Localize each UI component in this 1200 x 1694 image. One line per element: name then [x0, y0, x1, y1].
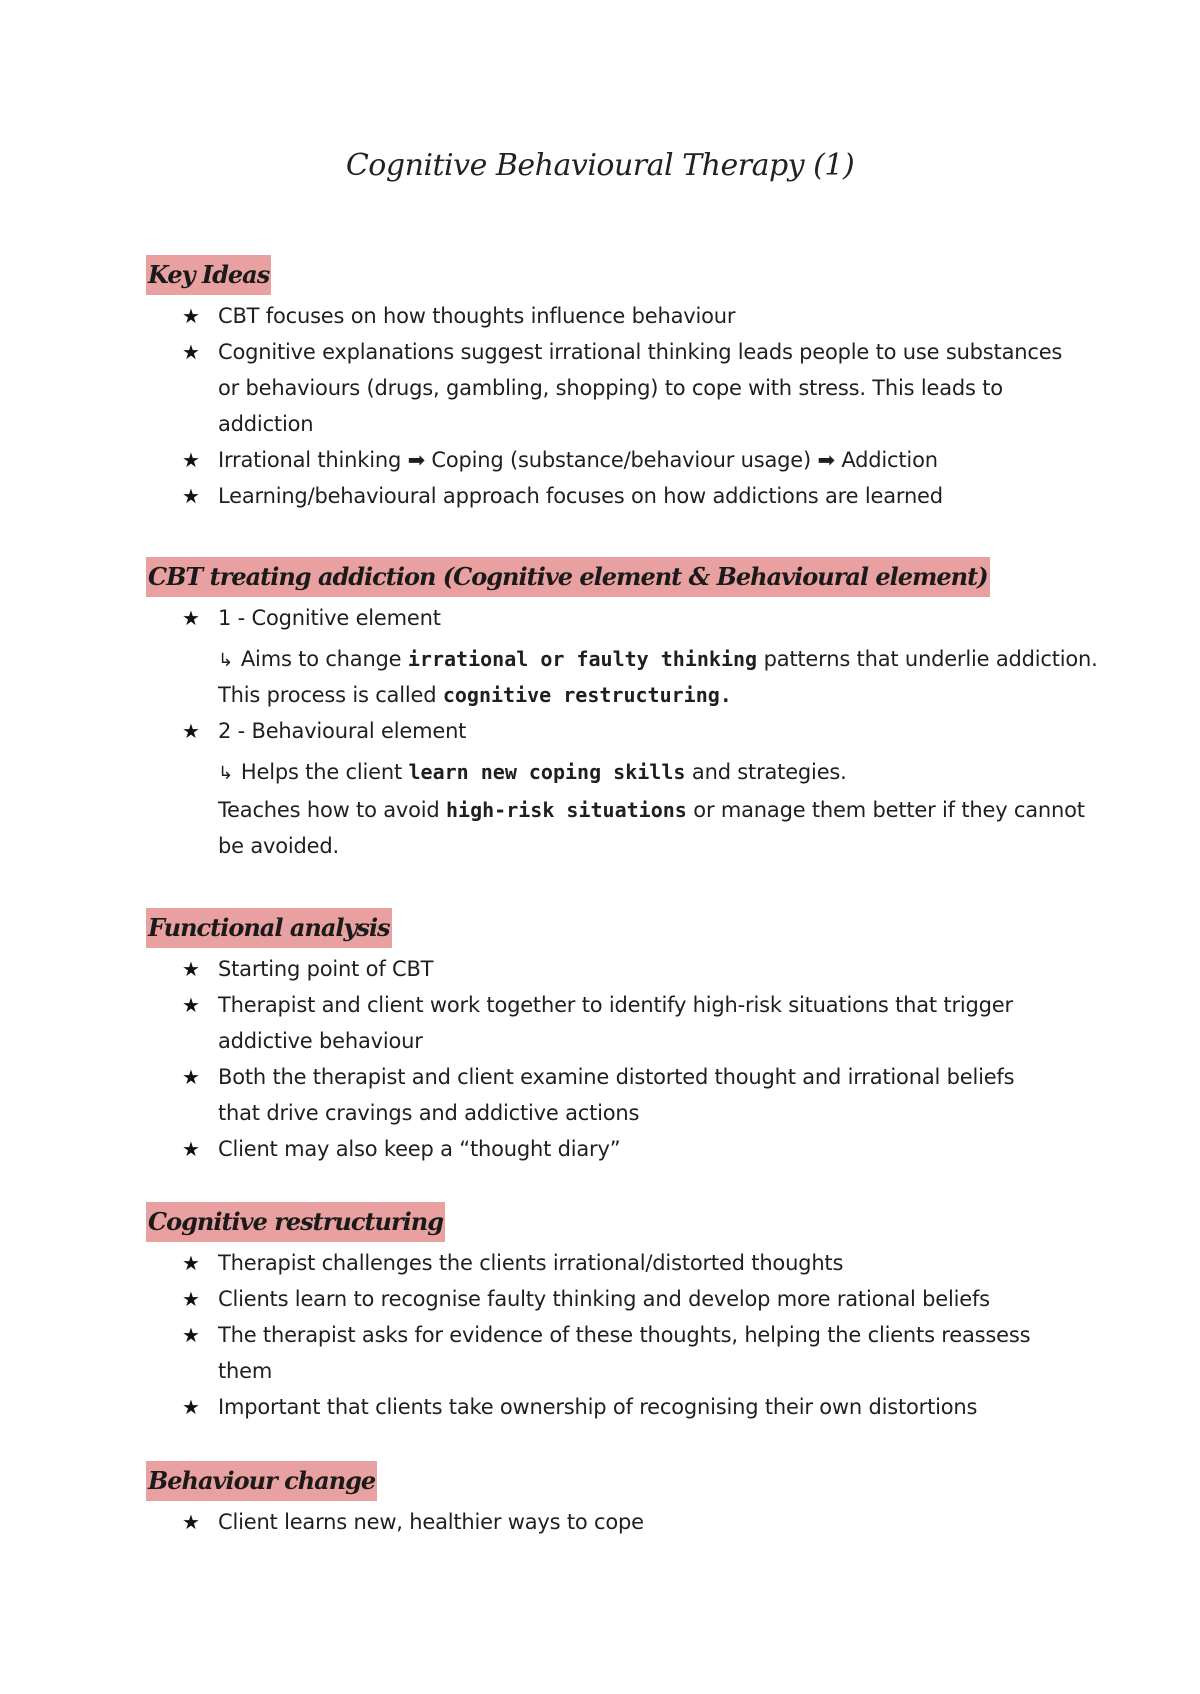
bullet-text: Client may also keep a “thought diary” [218, 1137, 621, 1161]
bullet-text: Important that clients take ownership of recognising their own distortions [218, 1395, 978, 1419]
bullet-text: Therapist challenges the clients irrational/distorted thoughts [218, 1251, 844, 1275]
star-bullet-icon: ★ [182, 1287, 200, 1311]
bullet-text: Therapist and client work together to identify high-risk situations that trigger [218, 993, 1013, 1017]
star-bullet-icon: ★ [182, 1065, 200, 1089]
heading-cognitive-restructuring: Cognitive restructuring [146, 1202, 445, 1242]
bold-term: cognitive restructuring. [442, 683, 732, 707]
bullet-text: Cognitive explanations suggest irrational thinking leads people to use substances [218, 340, 1063, 364]
star-bullet-icon: ★ [182, 1251, 200, 1275]
sub-point-behavioural: ↳ Helps the client learn new coping skills and strategies. [218, 760, 847, 784]
heading-key-ideas: Key Ideas [146, 255, 271, 295]
star-bullet-icon: ★ [182, 1395, 200, 1419]
sub-point-cognitive-cont: This process is called cognitive restructuring. [218, 683, 732, 707]
heading-cbt-treating-addiction: CBT treating addiction (Cognitive element & Behavioural element) [146, 557, 990, 597]
page-title: Cognitive Behavioural Therapy (1) [345, 148, 855, 183]
bullet-text: Both the therapist and client examine distorted thought and irrational beliefs [218, 1065, 1015, 1089]
heading-functional-analysis: Functional analysis [146, 908, 392, 948]
sub-arrow-icon: ↳ [218, 650, 233, 671]
star-bullet-icon: ★ [182, 340, 200, 364]
star-bullet-icon: ★ [182, 448, 200, 472]
bullet-text: Starting point of CBT [218, 957, 434, 981]
star-bullet-icon: ★ [182, 304, 200, 328]
bullet-text: addiction [218, 412, 314, 436]
star-bullet-icon: ★ [182, 719, 200, 743]
bullet-text: 2 - Behavioural element [218, 719, 467, 743]
sub-point-behavioural-cont: be avoided. [218, 834, 339, 858]
star-bullet-icon: ★ [182, 606, 200, 630]
sub-point-behavioural-cont: Teaches how to avoid high-risk situations or manage them better if they cannot [218, 798, 1085, 822]
heading-behaviour-change: Behaviour change [146, 1461, 377, 1501]
star-bullet-icon: ★ [182, 1510, 200, 1534]
bullet-text: Clients learn to recognise faulty thinking and develop more rational beliefs [218, 1287, 990, 1311]
sub-point-cognitive: ↳ Aims to change irrational or faulty thinking patterns that underlie addiction. [218, 647, 1098, 671]
sub-arrow-icon: ↳ [218, 763, 233, 784]
bullet-text: Client learns new, healthier ways to cope [218, 1510, 644, 1534]
star-bullet-icon: ★ [182, 1323, 200, 1347]
star-bullet-icon: ★ [182, 957, 200, 981]
star-bullet-icon: ★ [182, 993, 200, 1017]
bullet-text: Learning/behavioural approach focuses on how addictions are learned [218, 484, 943, 508]
star-bullet-icon: ★ [182, 484, 200, 508]
bullet-text: The therapist asks for evidence of these thoughts, helping the clients reassess [218, 1323, 1031, 1347]
bullet-text: addictive behaviour [218, 1029, 423, 1053]
bullet-text: 1 - Cognitive element [218, 606, 441, 630]
bold-term: learn new coping skills [408, 760, 686, 784]
bullet-text: Irrational thinking ➡ Coping (substance/behaviour usage) ➡ Addiction [218, 448, 938, 472]
bullet-text: CBT focuses on how thoughts influence behaviour [218, 304, 736, 328]
bullet-text: that drive cravings and addictive actions [218, 1101, 640, 1125]
bold-term: high-risk situations [446, 798, 687, 822]
bold-term: irrational or faulty thinking [407, 647, 758, 671]
bullet-text: or behaviours (drugs, gambling, shopping) to cope with stress. This leads to [218, 376, 1003, 400]
bullet-text: them [218, 1359, 273, 1383]
star-bullet-icon: ★ [182, 1137, 200, 1161]
